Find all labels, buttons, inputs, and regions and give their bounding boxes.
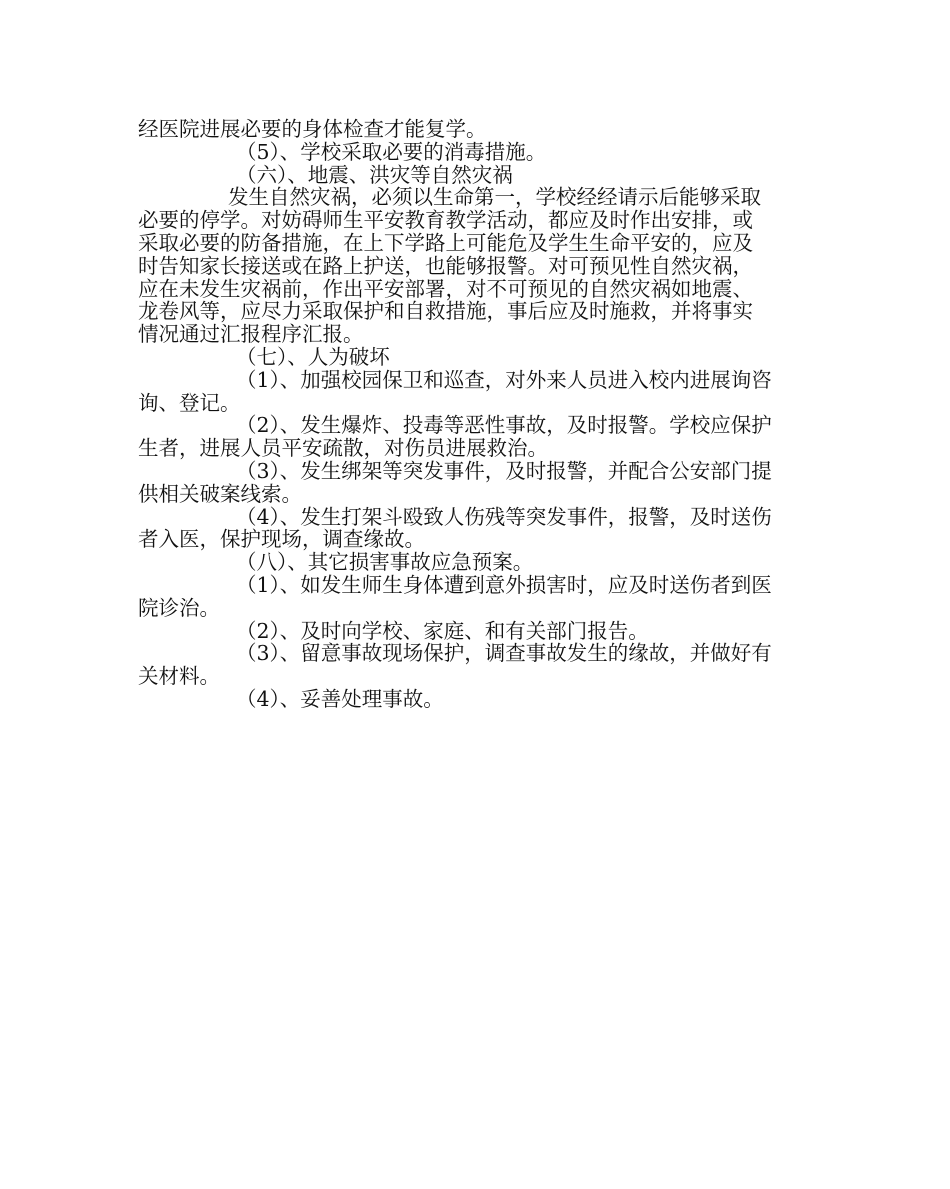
text-line: 者入医，保护现场，调查缘故。 — [138, 527, 425, 552]
text-line: 情况通过汇报程序汇报。 — [138, 322, 364, 347]
text-line: 必要的停学。对妨碍师生平安教育教学活动，都应及时作出安排，或 — [138, 208, 753, 233]
text-line: （2）、发生爆炸、投毒等恶性事故，及时报警。学校应保护 — [236, 413, 772, 438]
text-line: 院诊治。 — [138, 595, 220, 620]
text-line: 发生自然灾祸，必须以生命第一，学校经经请示后能够采取 — [228, 185, 761, 210]
text-line: （1）、如发生师生身体遭到意外损害时，应及时送伤者到医 — [236, 572, 772, 597]
text-line: （4）、发生打架斗殴致人伤残等突发事件，报警，及时送伤 — [236, 504, 772, 529]
text-line: （3）、留意事故现场保护，调查事故发生的缘故，并做好有 — [236, 641, 772, 666]
text-line: （5）、学校采取必要的消毒措施。 — [236, 139, 547, 164]
text-line: （3）、发生绑架等突发事件，及时报警，并配合公安部门提 — [236, 458, 772, 483]
section-heading: （六）、地震、洪灾等自然灾祸 — [236, 162, 513, 187]
text-line: 龙卷风等，应尽力采取保护和自救措施，事后应及时施救，并将事实 — [138, 299, 753, 324]
text-line: （1）、加强校园保卫和巡查，对外来人员进入校内进展询咨 — [236, 367, 772, 392]
text-line: （4）、妥善处理事故。 — [236, 686, 444, 711]
section-heading: （七）、人为破坏 — [236, 344, 390, 369]
text-line: 供相关破案线索。 — [138, 481, 302, 506]
text-line: 生者，进展人员平安疏散，对伤员进展救治。 — [138, 436, 548, 461]
text-line: 经医院进展必要的身体检查才能复学。 — [138, 117, 487, 141]
text-line: 关材料。 — [138, 664, 220, 689]
text-line: （2）、及时向学校、家庭、和有关部门报告。 — [236, 618, 649, 643]
section-heading: （八）、其它损害事故应急预案。 — [236, 550, 534, 575]
text-line: 应在未发生灾祸前，作出平安部署，对不可预见的自然灾祸如地震、 — [138, 276, 753, 301]
text-line: 询、登记。 — [138, 390, 241, 415]
document-body — [138, 118, 810, 711]
text-line: 时告知家长接送或在路上护送，也能够报警。对可预见性自然灾祸， — [138, 253, 753, 278]
text-line: 采取必要的防备措施，在上下学路上可能危及学生生命平安的，应及 — [138, 230, 753, 255]
